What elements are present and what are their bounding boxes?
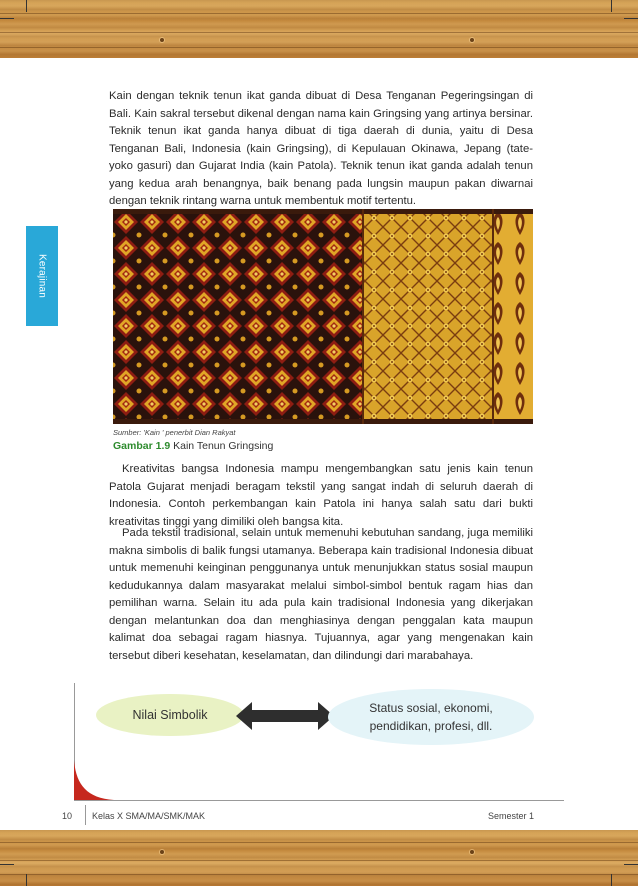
crop-mark	[0, 18, 14, 19]
chapter-side-tab	[26, 226, 58, 326]
status-label-line1: Status sosial, ekonomi,	[369, 701, 493, 715]
status-label-line2: pendidikan, profesi, dll.	[369, 719, 493, 733]
figure-source: Sumber: 'Kain ' penerbit Dian Rakyat	[113, 428, 236, 437]
wood-frame-bottom	[0, 830, 638, 886]
intro-paragraph: Kain dengan teknik tenun ikat ganda dibuat di Desa Tenganan Pegeringsingan di Bali. Kain sakral tersebut dikenal dengan nama kain Gringsing yang artinya bersinar. Teknik tenun ikat ganda hanya dibuat di tiga daerah di dunia, yaitu di Desa Tenganan Bali, Indonesia (kain Gringsing), di Kepulauan Okinawa, Jepang (tate-yoko gasuri) dan Gujarat India (kain Patola). Teknik tenun ikat ganda adalah tenun yang kedua arah benangnya, baik benang pada lungsin maupun pakan diwarnai dengan teknik rintang warna untuk membentuk motif tertentu.	[109, 90, 533, 207]
crop-mark	[611, 874, 612, 886]
chapter-label: Kerajinan	[36, 253, 48, 299]
figure-title: Kain Tenun Gringsing	[173, 440, 274, 452]
book-title: Kelas X SMA/MA/SMK/MAK	[92, 811, 206, 821]
footer-divider	[85, 805, 86, 825]
body-paragraph-patola: Kreativitas bangsa Indonesia mampu mengembangkan satu jenis kain tenun Patola Gujarat menjadi beragam tekstil yang sangat indah di seluruh daerah di Indonesia. Contoh perkembangan kain Patola ini hanya salah satu dari bukti kreativitas tinggi yang dimiliki oleh bangsa kita.	[109, 463, 533, 528]
crop-mark	[624, 18, 638, 19]
crop-mark	[0, 864, 14, 865]
crop-mark	[624, 864, 638, 865]
crop-mark	[26, 0, 27, 12]
figure-number: Gambar 1.9	[113, 440, 171, 452]
double-arrow-icon	[236, 701, 334, 731]
decorative-red-curve	[74, 760, 114, 801]
figure-caption	[113, 440, 273, 452]
crop-mark	[611, 0, 612, 12]
nilai-simbolik-ellipse	[96, 694, 244, 736]
gringsing-fabric-photo	[113, 209, 533, 424]
semester-label: Semester 1	[487, 811, 534, 821]
body-paragraph-symbolic: Pada tekstil tradisional, selain untuk memenuhi kebutuhan sandang, juga memiliki makna simbolis di balik fungsi utamanya. Beberapa kain tradisional Indonesia dibuat untuk memenuhi keinginan penggunanya untuk menunjukkan status sosial maupun kedudukannya dalam masyarakat melalui simbol-simbol bentuk ragam hias dan pemilihan warna. Selain itu ada pula kain tradisional Indonesia yang dikerjakan dengan melantunkan doa dan menghiasinya dengan penggalan kata maupun kalimat doa sebagai ragam hiasnya. Tujuannya, agar yang mengenakan kain tersebut diberi kesehatan, keselamatan, dan dilindungi dari marabahaya.	[109, 527, 533, 662]
page-number: 10	[62, 811, 73, 821]
decorative-axis-horizontal	[74, 800, 564, 801]
wood-frame-top	[0, 0, 638, 58]
crop-mark	[26, 874, 27, 886]
nilai-simbolik-label: Nilai Simbolik	[132, 708, 208, 722]
status-ellipse	[328, 689, 534, 745]
